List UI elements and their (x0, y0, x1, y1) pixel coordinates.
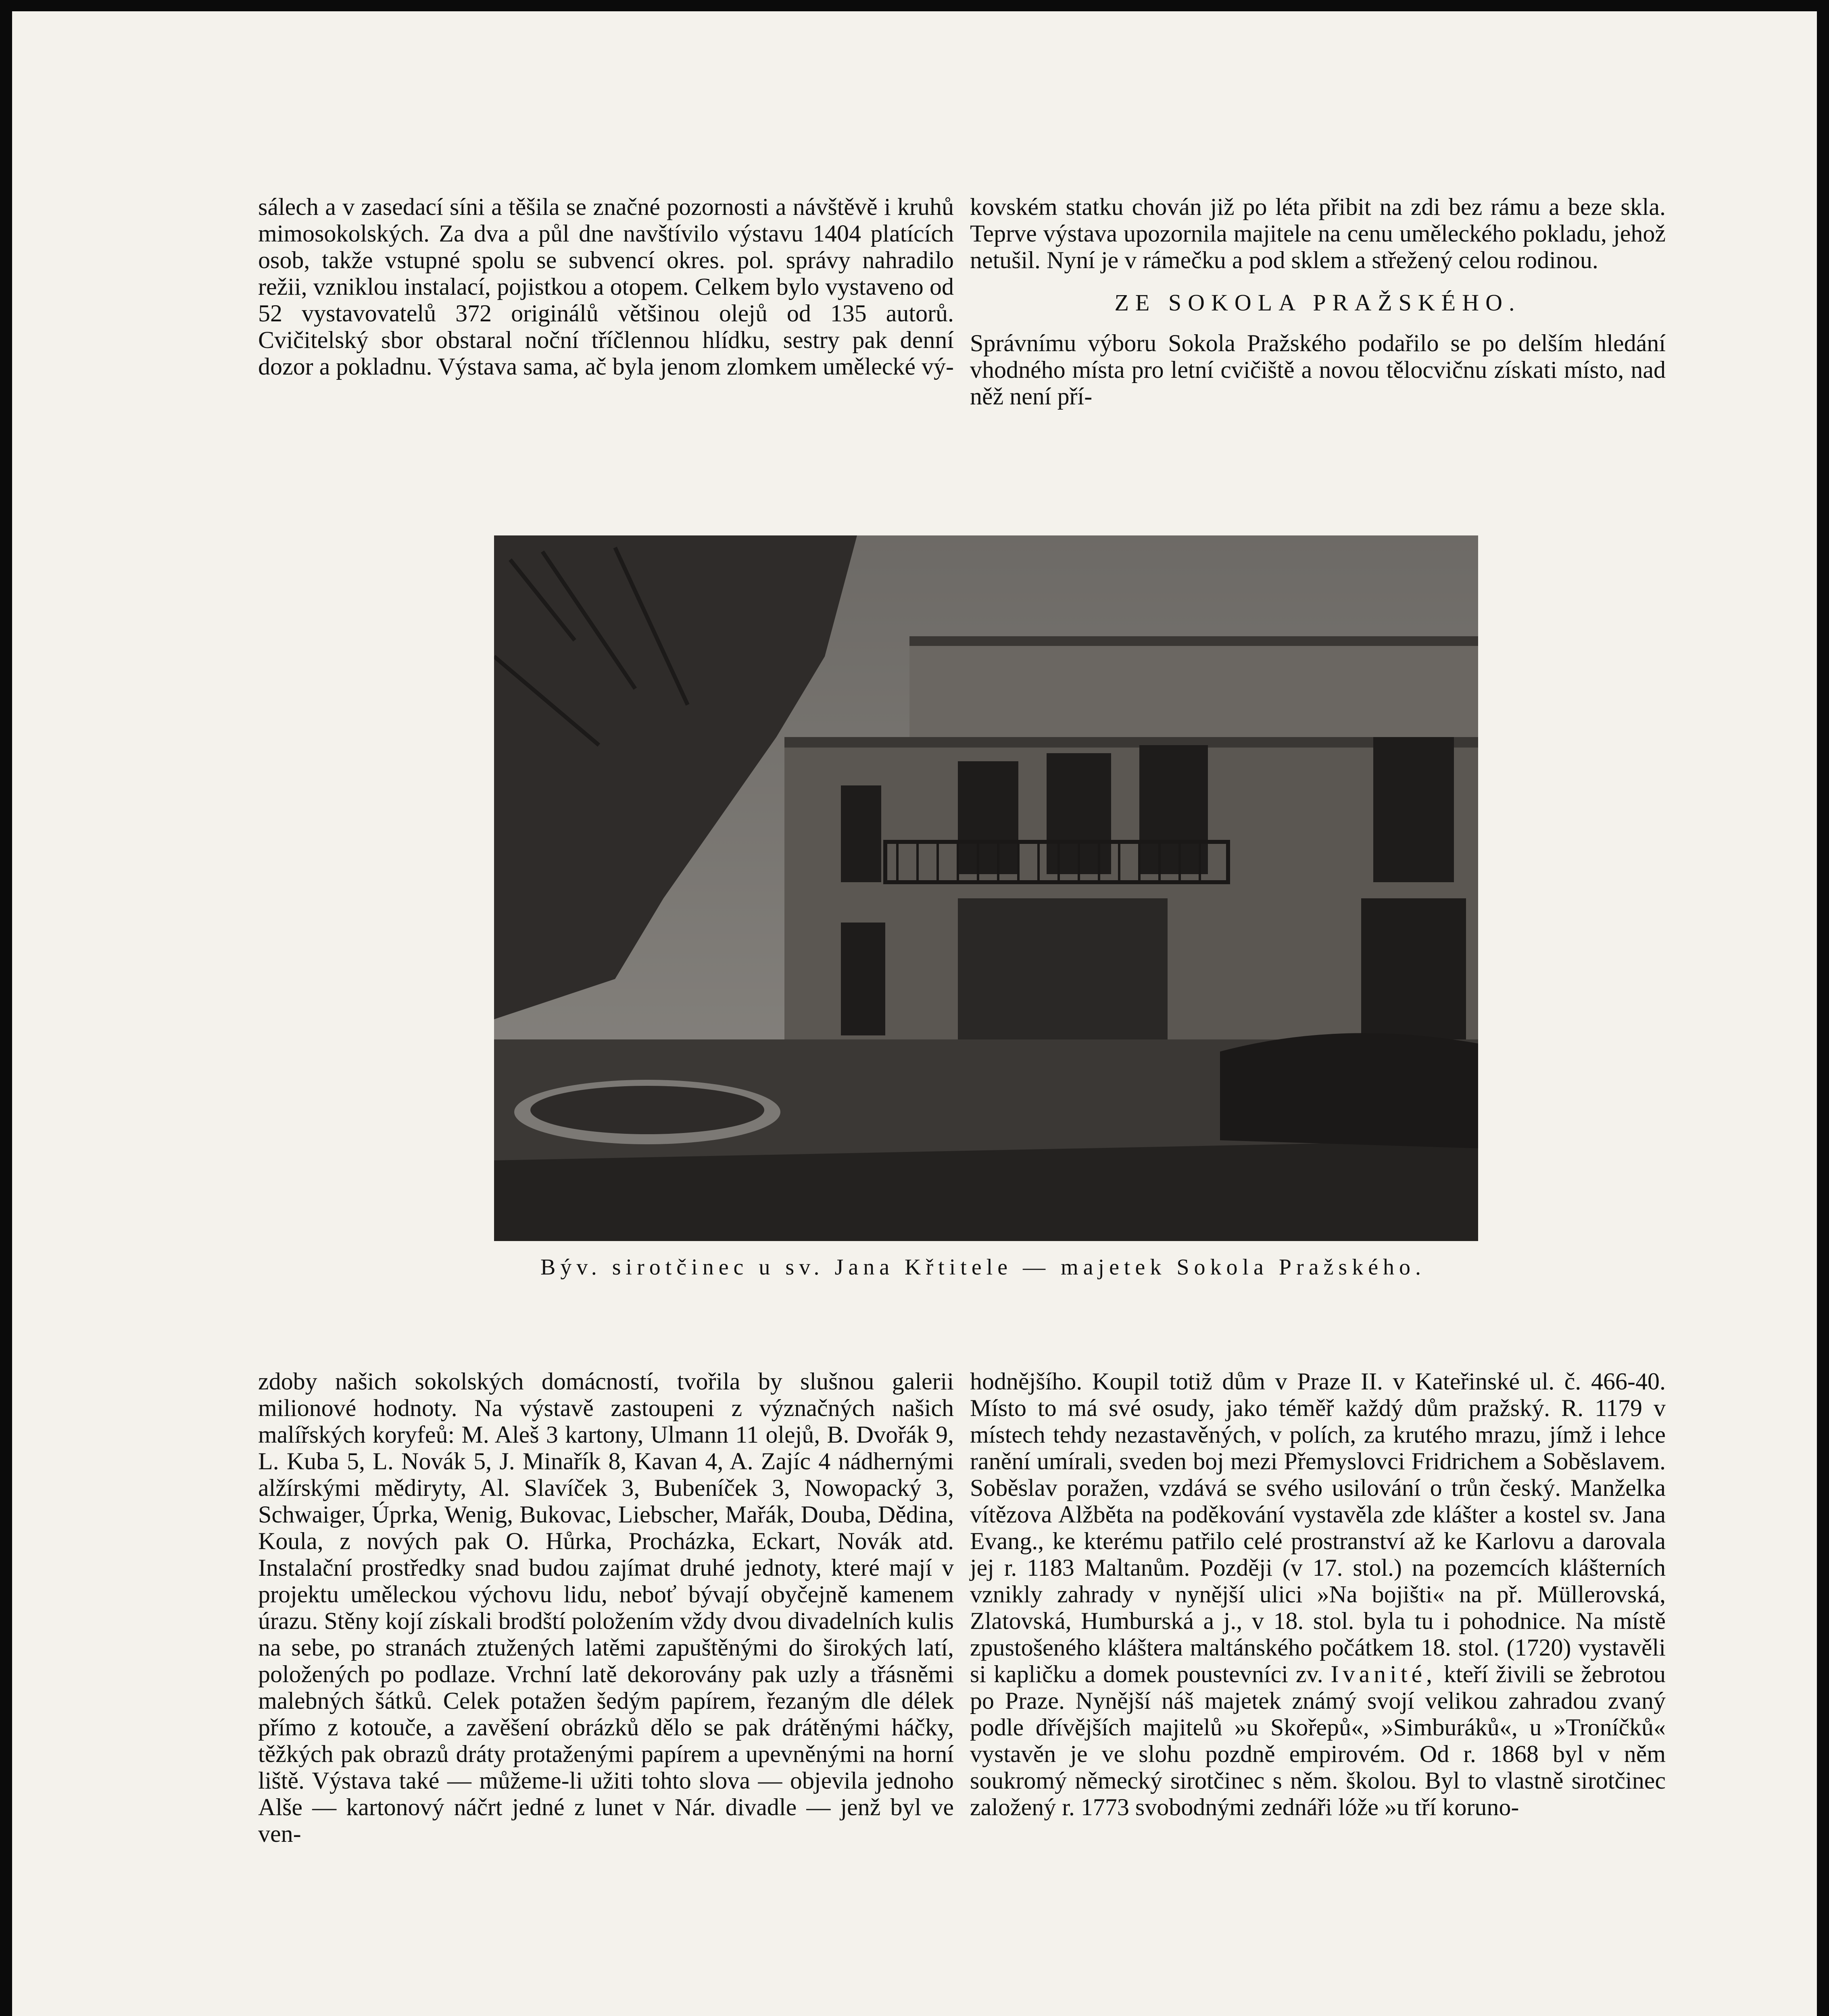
body-paragraph: sálech a v zasedací síni a těšila se značné pozornosti a návštěvě i kruhů mimosokolských. Za dva a půl dne navštívilo výstavu 1404 platících osob, takže vstupné spolu se subvencí okres. pol. správy nahradilo režii, vzniklou instalací, pojistkou a otopem. Celkem bylo vystaveno od 52 vystavovatelů 372 originálů většinou olejů od 135 autorů. Cvičitelský sbor obstaral noční tříčlennou hlídku, sestry pak denní dozor a pokladnu. Výstava sama, ač byla jenom zlomkem umělecké vý- (258, 194, 954, 380)
page-sheet (12, 11, 1817, 2016)
paragraph-text: kteří živili se žebrotou po Praze. Nynější náš majetek známý svojí velikou zahradou zvaný podle dřívějších majitelů »u Skořepů«, »Simburáků«, u »Troníčků« vystavěn je ve slohu pozdně empirovém. Od r. 1868 byl v něm soukromý německý sirotčinec s něm. školou. Byl to vlastně sirotčinec založený r. 1773 svobodnými zednáři lóže »u tří koruno- (970, 1661, 1666, 1820)
bottom-left-text-column (258, 1368, 954, 1847)
body-paragraph: kovském statku chován již po léta přibit na zdi bez rámu a beze skla. Teprve výstava upozornila majitele na cenu uměleckého pokladu, jehož netušil. Nyní je v rámečku a pod sklem a střežený celou rodinou. (970, 194, 1666, 273)
photo-caption: Býv. sirotčinec u sv. Jana Křtitele — majetek Sokola Pražského. (540, 1255, 1426, 1280)
bottom-right-text-column (970, 1368, 1666, 1820)
spaced-word: Ivanité, (1331, 1661, 1437, 1687)
body-paragraph (970, 1368, 1666, 1820)
paragraph-text: hodnějšího. Koupil totiž dům v Praze II. v Kateřinské ul. č. 466-40. Místo to má své osudy, jako téměř každý dům pražský. R. 1179 v místech tehdy nezastavěných, v polích, za krutého mrazu, jímž i lehce ranění umírali, sveden boj mezi Přemyslovci Fridrichem a Soběslavem. Soběslav poražen, vzdává se svého usilování o trůn český. Manželka vítězova Alžběta na poděkování vystavěla zde klášter a kostel sv. Jana Evang., ke kterému patřilo celé prostranství až ke Karlovu a darovala jej r. 1183 Maltanům. Později (v 17. stol.) na pozemcích klášterních vznikly zahrady v nynější ulici »Na bojišti« na př. Müllerovská, Zlatovská, Humburská a j., v 18. stol. byla tu i pohodnice. Na místě zpustošeného kláštera maltánského počátkem 18. stol. (1720) vystavěli si kapličku a domek poustevníci zv. (970, 1368, 1666, 1687)
section-heading: ZE SOKOLA PRAŽSKÉHO. (1114, 289, 1521, 316)
orphanage-building-photo (494, 535, 1478, 1241)
top-left-text-column (258, 194, 954, 380)
body-paragraph: zdoby našich sokolských domácností, tvořila by slušnou galerii milionové hodnoty. Na výstavě zastoupeni z význačných našich malířských koryfeů: M. Aleš 3 kartony, Ulmann 11 olejů, B. Dvořák 9, L. Kuba 5, L. Novák 5, J. Minařík 8, Kavan 4, A. Zajíc 4 nádhernými alžírskými mědiryty, Al. Slavíček 3, Bubeníček 3, Nowopacký 3, Schwaiger, Úprka, Wenig, Bukovac, Liebscher, Mařák, Douba, Dědina, Koula, z nových pak O. Hůrka, Procházka, Eckart, Novák atd. Instalační prostředky snad budou zajímat druhé jednoty, které mají v projektu uměleckou výchovu lidu, neboť bývají obyčejně kamenem úrazu. Stěny kojí získali brodští položením vždy dvou divadelních kulis na sebe, po stranách ztužených latěmi zapuštěnými do širokých latí, položených po podlaze. Vrchní latě dekorovány pak uzly a třásněmi malebných šátků. Celek potažen šedým papírem, řezaným dle délek přímo z kotouče, a zavěšení obrázků dělo se pak drátěnými háčky, těžkých pak obrazů dráty protaženými papírem a upevněnými na horní liště. Výstava také — můžeme-li užiti tohto slova — objevila jednoho Alše — kartonový náčrt jedné z lunet v Nár. divadle — jenž byl ve ven- (258, 1368, 954, 1847)
body-paragraph: Správnímu výboru Sokola Pražského podařilo se po delším hledání vhodného místa pro letní cvičiště a novou tělocvičnu získati místo, nad něž není pří- (970, 330, 1666, 410)
top-right-text-column (970, 194, 1666, 410)
